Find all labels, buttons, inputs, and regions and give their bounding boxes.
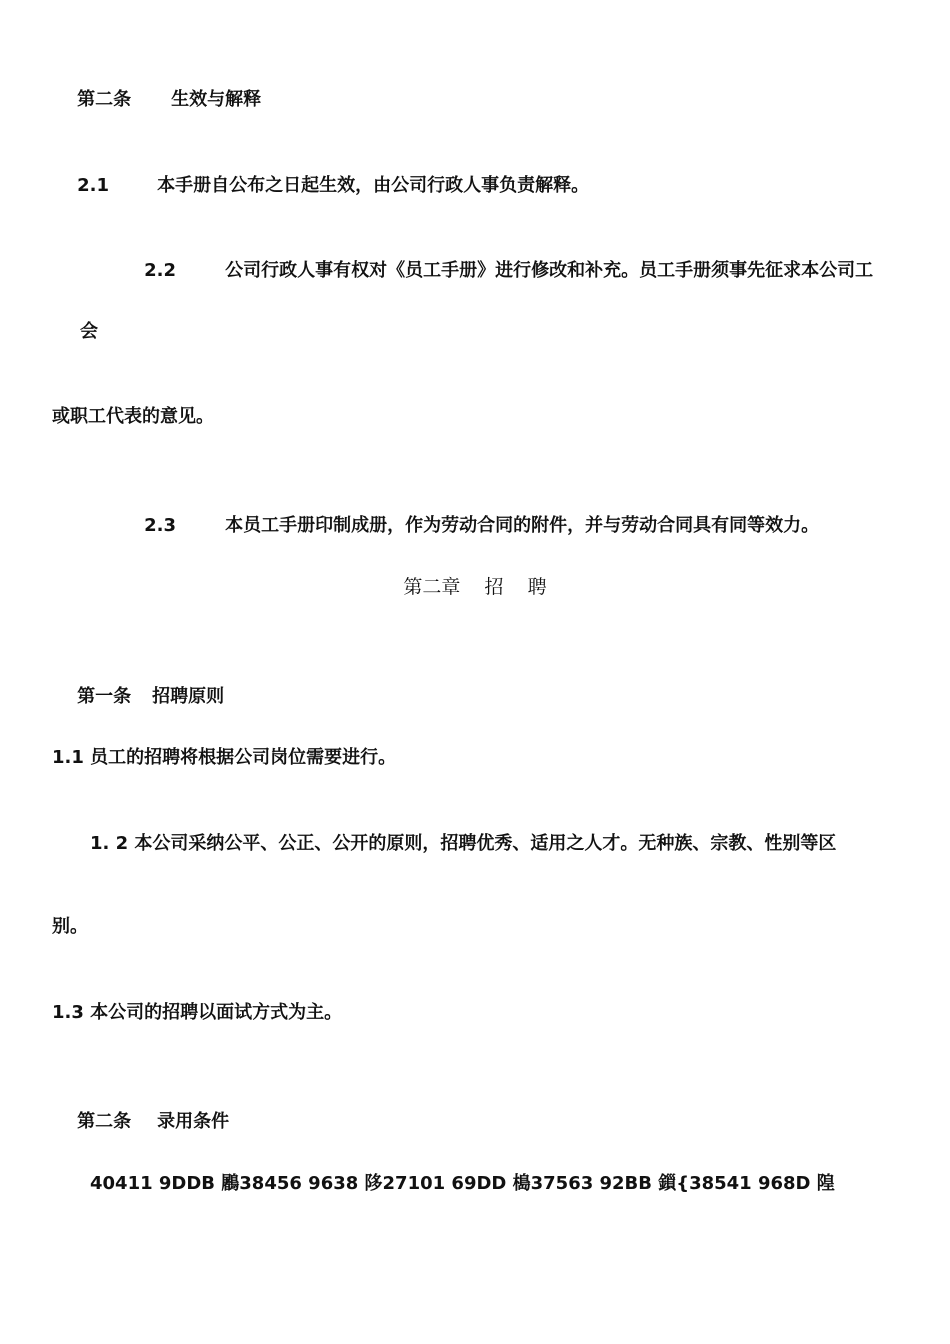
- paragraph-text: 本手册自公布之日起生效，由公司行政人事负责解释。: [157, 175, 590, 196]
- section-heading-effect: [52, 64, 261, 136]
- paragraph-2-2-end: 或职工代表的意见。: [52, 406, 214, 427]
- paragraph-2-3: [119, 490, 819, 562]
- chapter-heading: 第二章 招 聘: [403, 576, 547, 598]
- paragraph-2-2-continued: 会: [80, 321, 98, 342]
- paragraph-number: 2.2: [144, 260, 176, 281]
- paragraph-2-2: [119, 235, 873, 307]
- article-title: 招聘原则: [152, 686, 225, 707]
- section-title: 生效与解释: [171, 89, 262, 110]
- article-title: 录用条件: [157, 1111, 230, 1132]
- paragraph-text: 本员工手册印制成册，作为劳动合同的附件，并与劳动合同具有同等效力。: [225, 515, 820, 536]
- paragraph-1-2: 1. 2 本公司采纳公平、公正、公开的原则，招聘优秀、适用之人才。无种族、宗教、性别等区: [90, 833, 837, 854]
- paragraph-1-2-end: 别。: [52, 916, 88, 937]
- paragraph-number: 2.3: [144, 515, 176, 536]
- paragraph-1-3: 1.3 本公司的招聘以面试方式为主。: [52, 1002, 343, 1023]
- garbled-text-line: 40411 9DDB 鷵38456 9638 陊27101 69DD 槝37563 92BB 鎻{38541 968D 隍: [90, 1173, 835, 1194]
- paragraph-text: 公司行政人事有权对《员工手册》进行修改和补充。员工手册须事先征求本公司工: [225, 260, 874, 281]
- article-number: 第二条: [77, 1111, 132, 1132]
- article-heading-conditions: [52, 1086, 229, 1158]
- paragraph-2-1: [52, 150, 589, 222]
- paragraph-number: 2.1: [77, 175, 109, 196]
- article-heading-principles: [52, 661, 224, 733]
- section-number: 第二条: [77, 89, 132, 110]
- article-number: 第一条: [77, 686, 132, 707]
- paragraph-1-1: 1.1 员工的招聘将根据公司岗位需要进行。: [52, 747, 397, 768]
